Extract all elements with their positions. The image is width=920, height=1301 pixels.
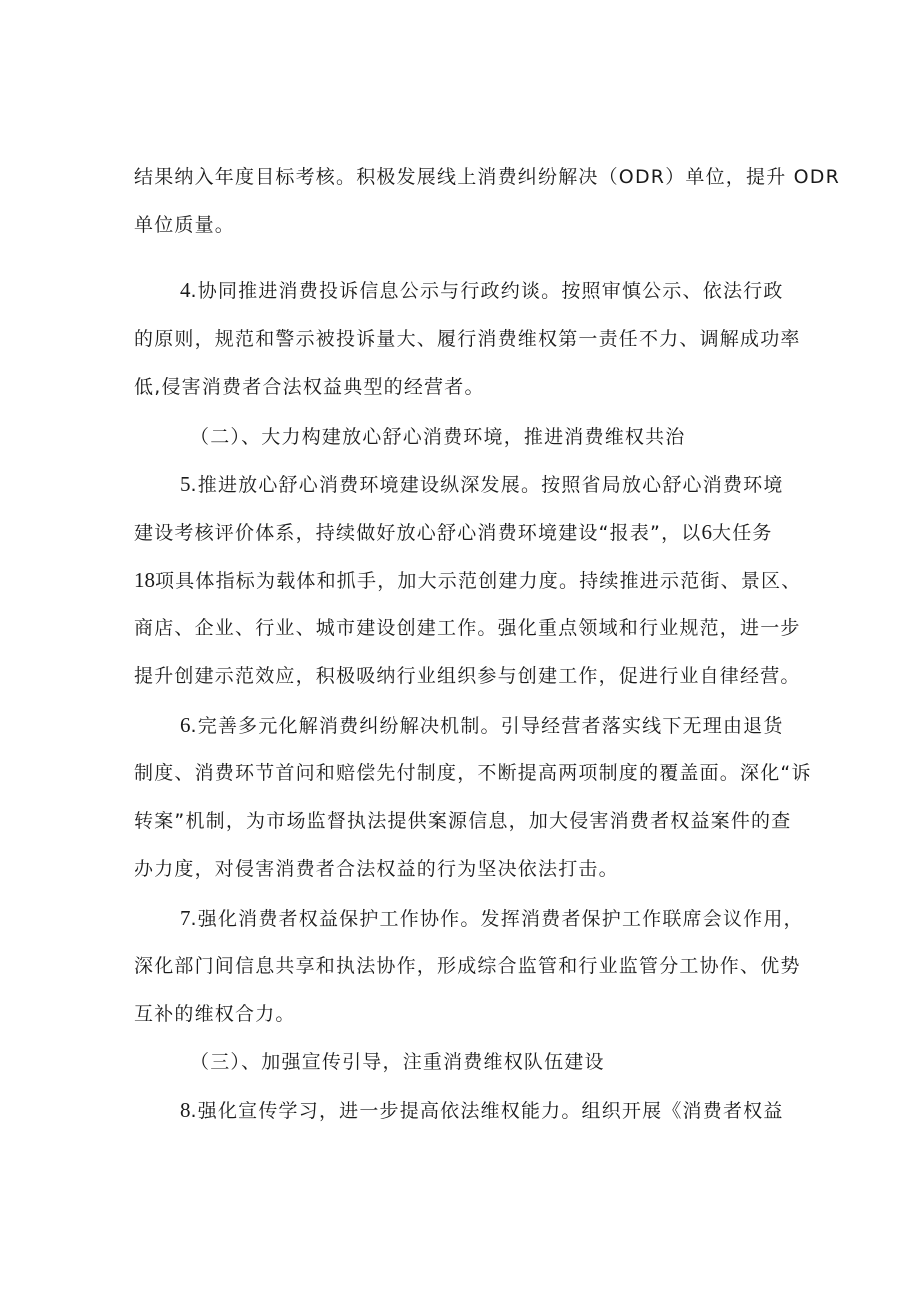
paragraph-text: .强化消费者权益保护工作协作。发挥消费者保护工作联席会议作用，: [190, 908, 804, 930]
item-5-line-2: [134, 519, 773, 546]
section-heading: （三）、加强宣传引导，注重消费维权队伍建设: [190, 1051, 605, 1073]
paragraph-text: 项具体指标为载体和抓手，加大示范创建力度。持续推进示范街、景区、: [155, 570, 802, 592]
section-heading: （二）、大力构建放心舒心消费环境，推进消费维权共治: [190, 426, 686, 448]
item-6-line-1: [180, 712, 784, 739]
item-number: 6: [180, 713, 191, 737]
item-number: 5: [180, 472, 191, 496]
paragraph-line: 商店、企业、行业、城市建设创建工作。强化重点领域和行业规范，进一步: [134, 617, 801, 639]
paragraph-line: 的原则，规范和警示被投诉量大、履行消费维权第一责任不力、调解成功率: [134, 328, 801, 350]
paragraph-text: 大任务: [712, 522, 773, 544]
paragraph-text: .推进放心舒心消费环境建设纵深发展。按照省局放心舒心消费环境: [190, 474, 784, 496]
paragraph-text: .完善多元化解消费纠纷解决机制。引导经营者落实线下无理由退货: [190, 715, 784, 737]
paragraph-line: 制度、消费环节首问和赔偿先付制度，不断提高两项制度的覆盖面。深化“诉: [134, 762, 812, 784]
inline-number: 18: [134, 568, 155, 592]
paragraph-text: .强化宣传学习，进一步提高依法维权能力。组织开展《消费者权益: [190, 1100, 784, 1122]
item-number: 7: [180, 906, 191, 930]
paragraph-line: 结果纳入年度目标考核。积极发展线上消费纠纷解决（ODR）单位，提升 ODR: [134, 166, 841, 188]
paragraph-line: 深化部门间信息共享和执法协作，形成综合监管和行业监管分工协作、优势: [134, 955, 801, 977]
item-8-line-1: [180, 1097, 784, 1124]
paragraph-line: 低,侵害消费者合法权益典型的经营者。: [134, 376, 485, 398]
item-5-line-1: [180, 471, 784, 498]
paragraph-text: 建设考核评价体系，持续做好放心舒心消费环境建设“报表”，以: [134, 522, 702, 544]
inline-number: 6: [701, 520, 712, 544]
paragraph-line: 互补的维权合力。: [134, 1003, 296, 1025]
paragraph-line: 转案”机制，为市场监督执法提供案源信息，加大侵害消费者权益案件的查: [134, 810, 792, 832]
item-number: 8: [180, 1098, 191, 1122]
paragraph-line: 办力度，对侵害消费者合法权益的行为坚决依法打击。: [134, 858, 619, 880]
item-5-line-3: [134, 567, 801, 594]
paragraph-line: 单位质量。: [134, 214, 236, 236]
paragraph-line: 提升创建示范效应，积极吸纳行业组织参与创建工作，促进行业自律经营。: [134, 665, 801, 687]
item-number: 4: [180, 278, 191, 302]
paragraph-text: .协同推进消费投诉信息公示与行政约谈。按照审慎公示、依法行政: [190, 280, 784, 302]
item-7-line-1: [180, 905, 804, 932]
item-4-line-1: [180, 277, 784, 304]
